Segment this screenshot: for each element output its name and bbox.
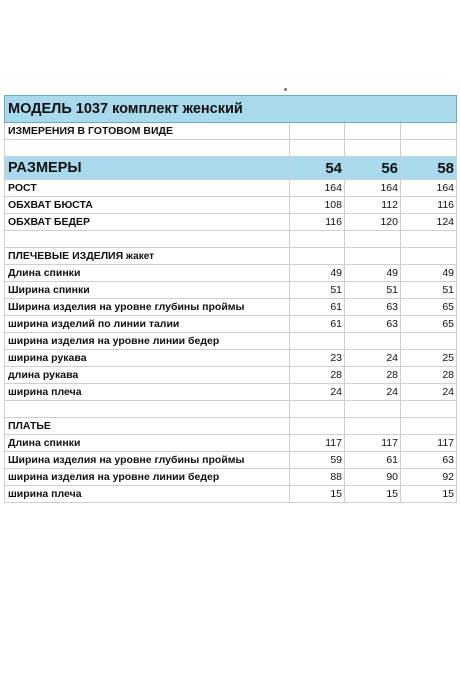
size-58: 58 <box>401 157 457 180</box>
measurement-value: 24 <box>401 384 457 401</box>
measurement-label: Ширина изделия на уровне глубины проймы <box>5 299 290 316</box>
measurement-label: Длина спинки <box>5 435 290 452</box>
subtitle-row <box>5 123 457 140</box>
general-measurements <box>5 180 457 231</box>
measurement-value: 65 <box>401 316 457 333</box>
measurement-value: 63 <box>345 299 401 316</box>
table-row <box>5 197 457 214</box>
jacket-measurements <box>5 265 457 401</box>
measurement-value: 51 <box>401 282 457 299</box>
dress-measurements <box>5 435 457 503</box>
table-row <box>5 452 457 469</box>
dress-heading: ПЛАТЬЕ <box>5 418 290 435</box>
measurement-value: 49 <box>290 265 345 282</box>
measurement-label: Ширина изделия на уровне глубины проймы <box>5 452 290 469</box>
table-row <box>5 265 457 282</box>
stray-dot <box>284 88 287 91</box>
measurement-value: 65 <box>401 299 457 316</box>
measurement-value: 15 <box>401 486 457 503</box>
measurement-value: 92 <box>401 469 457 486</box>
measurement-value: 116 <box>290 214 345 231</box>
jacket-heading-rest: жакет <box>123 251 155 262</box>
measurement-label: длина рукава <box>5 367 290 384</box>
spacer-row <box>5 140 457 157</box>
size-54: 54 <box>290 157 345 180</box>
measurement-value: 15 <box>345 486 401 503</box>
measurement-value: 28 <box>345 367 401 384</box>
jacket-heading <box>5 248 290 265</box>
table-row <box>5 299 457 316</box>
measurement-value: 28 <box>290 367 345 384</box>
measurement-value: 61 <box>290 299 345 316</box>
measurement-value: 164 <box>345 180 401 197</box>
measurement-label: Ширина спинки <box>5 282 290 299</box>
measurement-value: 23 <box>290 350 345 367</box>
spacer-row <box>5 401 457 418</box>
table-row <box>5 333 457 350</box>
measurement-label: ширина изделия на уровне линии бедер <box>5 333 290 350</box>
dress-heading-row <box>5 418 457 435</box>
model-title: МОДЕЛЬ 1037 комплект женский <box>5 96 457 123</box>
table-row <box>5 350 457 367</box>
measurement-value: 124 <box>401 214 457 231</box>
measurement-value: 51 <box>290 282 345 299</box>
measurement-value: 51 <box>345 282 401 299</box>
measurement-value: 61 <box>290 316 345 333</box>
jacket-heading-row <box>5 248 457 265</box>
title-row <box>5 96 457 123</box>
measurement-label: ОБХВАТ БЮСТА <box>5 197 290 214</box>
measurement-value: 90 <box>345 469 401 486</box>
measurement-value: 49 <box>345 265 401 282</box>
jacket-section-header <box>5 231 457 265</box>
measurement-value <box>401 333 457 350</box>
table-row <box>5 316 457 333</box>
measurement-label: ширина рукава <box>5 350 290 367</box>
measurement-label: РОСТ <box>5 180 290 197</box>
sizes-label: РАЗМЕРЫ <box>5 157 290 180</box>
measurement-value: 120 <box>345 214 401 231</box>
measurement-value: 63 <box>401 452 457 469</box>
table-row <box>5 384 457 401</box>
size-chart-table <box>4 95 457 503</box>
measurement-value: 117 <box>345 435 401 452</box>
table-row <box>5 214 457 231</box>
table-row <box>5 435 457 452</box>
measurement-label: ширина плеча <box>5 486 290 503</box>
measurement-label: ширина изделий по линии талии <box>5 316 290 333</box>
dress-section-header <box>5 401 457 435</box>
measurement-label: Длина спинки <box>5 265 290 282</box>
measurement-value: 15 <box>290 486 345 503</box>
measurement-value: 25 <box>401 350 457 367</box>
measurement-value: 108 <box>290 197 345 214</box>
measurement-value: 63 <box>345 316 401 333</box>
measurement-value: 164 <box>290 180 345 197</box>
measurement-value: 28 <box>401 367 457 384</box>
sizes-row <box>5 157 457 180</box>
measurement-value: 24 <box>345 350 401 367</box>
measurement-value <box>290 333 345 350</box>
measurement-value: 112 <box>345 197 401 214</box>
subtitle: ИЗМЕРЕНИЯ В ГОТОВОМ ВИДЕ <box>5 123 290 140</box>
measurement-value: 59 <box>290 452 345 469</box>
measurement-value: 61 <box>345 452 401 469</box>
jacket-heading-bold: ПЛЕЧЕВЫЕ ИЗДЕЛИЯ <box>8 250 124 262</box>
measurement-value: 117 <box>290 435 345 452</box>
spacer-row <box>5 231 457 248</box>
measurement-label: ОБХВАТ БЕДЕР <box>5 214 290 231</box>
size-56: 56 <box>345 157 401 180</box>
measurement-value: 24 <box>290 384 345 401</box>
table-row <box>5 282 457 299</box>
measurement-value: 116 <box>401 197 457 214</box>
measurement-sheet <box>4 95 456 503</box>
measurement-label: ширина плеча <box>5 384 290 401</box>
table-row <box>5 180 457 197</box>
measurement-value: 49 <box>401 265 457 282</box>
measurement-value <box>345 333 401 350</box>
table-row <box>5 367 457 384</box>
measurement-value: 24 <box>345 384 401 401</box>
measurement-label: ширина изделия на уровне линии бедер <box>5 469 290 486</box>
measurement-value: 164 <box>401 180 457 197</box>
table-row <box>5 486 457 503</box>
measurement-value: 88 <box>290 469 345 486</box>
table-row <box>5 469 457 486</box>
measurement-value: 117 <box>401 435 457 452</box>
